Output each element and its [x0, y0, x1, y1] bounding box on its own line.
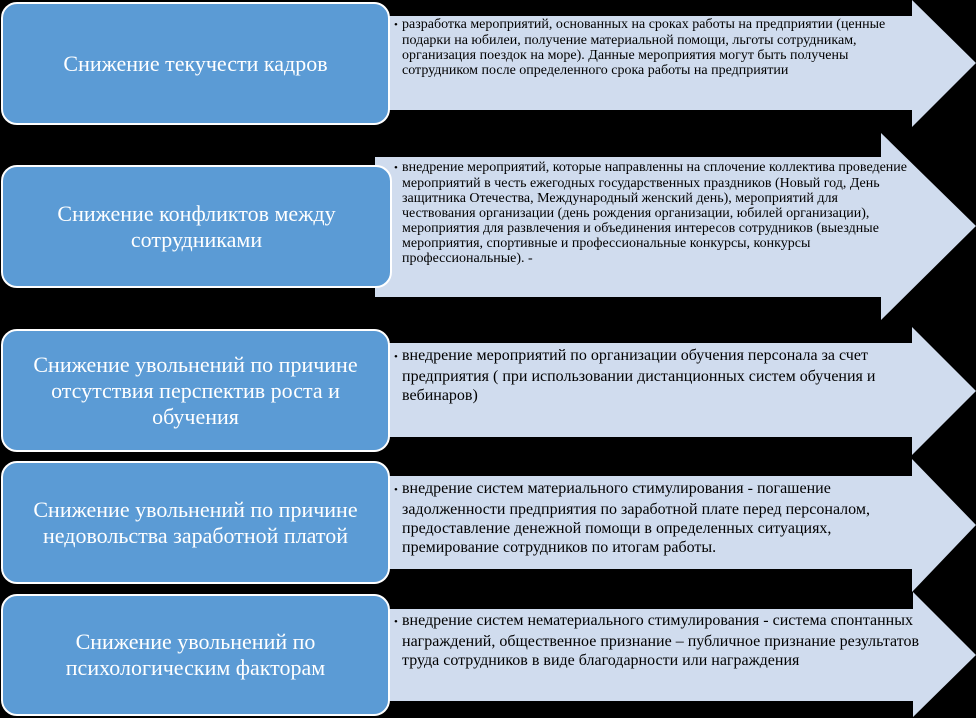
category-box-5 — [1, 594, 390, 716]
category-title: Снижение конфликтов между сотрудниками — [57, 200, 336, 252]
bullet-icon: • — [394, 162, 398, 174]
bullet-icon: • — [394, 484, 398, 496]
arrow-description-2: • внедрение мероприятий, которые направленны на сплочение коллектива проведение мероприятий в честь ежегодных государственных праздников (Новый год, День защитника Отечества, Международный женский день), мероприятий для чествования организации (день рождения организации, юбилей организации), мероприятия для развлечения и объединения интересов сотрудников (выездные мероприятия, спортивные и профессиональные конкурсы, конкурсы профессиональные). - — [394, 160, 908, 266]
category-box-2 — [1, 165, 392, 288]
bullet-icon: • — [394, 616, 398, 628]
category-title: Снижение увольнений по причине недовольства заработной платой — [33, 496, 358, 548]
bullet-icon: • — [394, 19, 398, 31]
category-box-4 — [1, 461, 390, 584]
arrow-description-1: • разработка мероприятий, основанных на сроках работы на предприятии (ценные подарки на юбилеи, получение материальной помощи, льготы сотрудникам, организация поездок на море). Данные мероприятия могут быть получены сотрудником после определенного срока работы на предприятии — [394, 17, 886, 78]
bullet-icon: • — [394, 351, 398, 363]
arrow-description-4: • внедрение систем материального стимулирования - погашение задолженности предприятия по заработной плате перед персоналом, предоставление денежной помощи в определенных ситуациях, премирование сотрудников по итогам работы. — [394, 480, 870, 556]
category-title: Снижение текучести кадров — [63, 50, 328, 76]
arrow-description-3: • внедрение мероприятий по организации обучения персонала за счет предприятия ( при использовании дистанционных систем обучения и вебинаров) — [394, 347, 876, 404]
category-title: Снижение увольнений по психологическим факторам — [65, 629, 326, 680]
category-box-1 — [1, 2, 390, 125]
category-box-3 — [1, 329, 390, 452]
arrow-description-5: • внедрение систем нематериального стимулирования - система спонтанных награждений, общественное признание – публичное признание результатов труда сотрудников в виде благодарности или награждения — [394, 612, 920, 669]
category-title: Снижение увольнений по причине отсутствия перспектив роста и обучения — [33, 351, 358, 429]
